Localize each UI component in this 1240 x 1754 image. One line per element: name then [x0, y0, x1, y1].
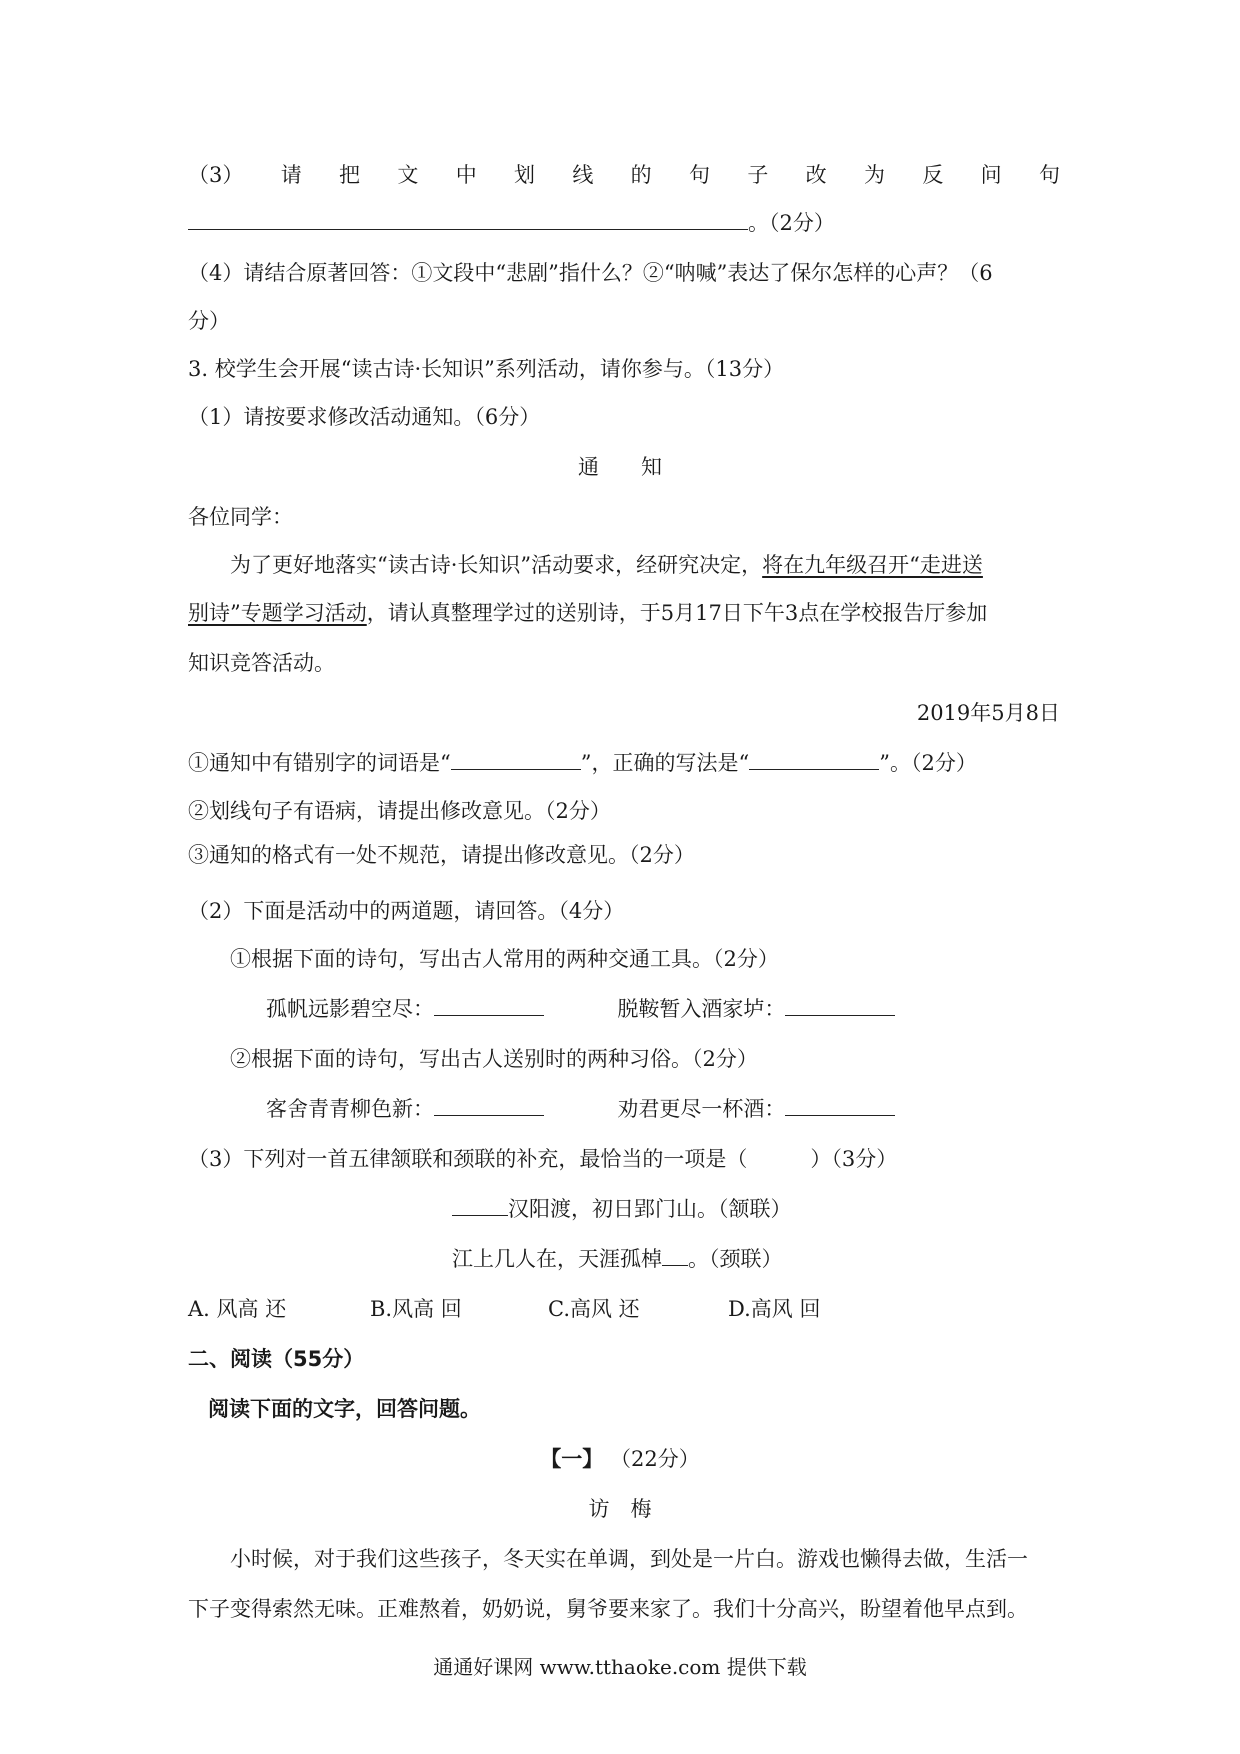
notice-body-line1 — [230, 550, 983, 580]
passage-1-heading — [0, 1444, 1240, 1474]
q3-3-char: 划 — [514, 163, 536, 187]
section-2-instruction: 阅读下面的文字，回答问题。 — [208, 1397, 481, 1421]
q3-3-char: 中 — [455, 163, 477, 187]
q3-3-char: 文 — [397, 163, 419, 187]
q3-4-line2: 分） — [188, 309, 230, 333]
passage-1-line2: 下子变得索然无味。正难熬着，奶奶说，舅爷要来家了。我们十分高兴，盼望着他早点到。 — [188, 1597, 1028, 1621]
notice-body-pre: 为了更好地落实“读古诗·长知识”活动要求，经研究决定， — [230, 553, 763, 577]
question-3-2: （2）下面是活动中的两道题，请回答。（4分） — [188, 899, 625, 923]
q3-2-sub2-answers — [266, 1094, 895, 1124]
q3-3-char: 线 — [572, 163, 594, 187]
answer-blank[interactable] — [451, 749, 581, 770]
answer-blank[interactable] — [188, 209, 748, 230]
notice-body-line3: 知识竞答活动。 — [188, 651, 335, 675]
notice-title: 通 知 — [578, 455, 662, 479]
verse-line-2 — [452, 1244, 783, 1274]
option-d[interactable]: D.高风 回 — [728, 1297, 821, 1321]
notice-salutation: 各位同学： — [188, 505, 293, 529]
passage-1-title: 访 梅 — [588, 1497, 652, 1521]
q3-2-sub1-answers — [266, 994, 895, 1024]
q3-3-char: 把 — [339, 163, 361, 187]
option-b[interactable]: B.风高 回 — [370, 1297, 462, 1321]
answer-blank[interactable] — [434, 995, 544, 1016]
verse-text: 汉阳渡，初日郢门山。（颔联） — [508, 1197, 792, 1221]
notice-underlined-sentence: 将在九年级召开“走进送 — [762, 553, 983, 577]
poem-line: 劝君更尽一杯酒： — [617, 1097, 786, 1121]
question-3-3: （3）下列对一首五律颔联和颈联的补充，最恰当的一项是（ ）（3分） — [188, 1147, 898, 1171]
q3-1-item-a — [188, 748, 977, 778]
q3-2-sub2: ②根据下面的诗句，写出古人送别时的两种习俗。（2分） — [230, 1047, 758, 1071]
section-2-heading: 二、阅读（55分） — [188, 1347, 365, 1371]
answer-blank[interactable] — [662, 1245, 688, 1266]
item-text: ”，正确的写法是“ — [580, 751, 750, 775]
answer-blank[interactable] — [785, 1095, 895, 1116]
q3-3-char: 的 — [630, 163, 652, 187]
q3-3-char: 句 — [689, 163, 710, 187]
verse-line-1 — [452, 1194, 792, 1224]
answer-blank[interactable] — [452, 1195, 508, 1216]
q3-3-char: 子 — [747, 163, 769, 187]
q3-2-sub1: ①根据下面的诗句，写出古人常用的两种交通工具。（2分） — [230, 947, 779, 971]
q3-3-label: （3） — [188, 163, 244, 187]
question-3: 3. 校学生会开展“读古诗·长知识”系列活动，请你参与。（13分） — [188, 357, 785, 381]
q3-1-item-b: ②划线句子有语病，请提出修改意见。（2分） — [188, 799, 611, 823]
passage-score: （22分） — [609, 1447, 700, 1471]
q3-3-char: 反 — [922, 163, 944, 187]
q3-3-char: 改 — [805, 163, 827, 187]
q3-3-score: 。（2分） — [748, 211, 835, 235]
option-c[interactable]: C.高风 还 — [548, 1297, 640, 1321]
q3-3-char: 问 — [980, 163, 1002, 187]
passage-1-line1: 小时候，对于我们这些孩子，冬天实在单调，到处是一片白。游戏也懒得去做，生活一 — [230, 1547, 1028, 1571]
q3-3-char: 请 — [280, 163, 302, 187]
item-text: ①通知中有错别字的词语是“ — [188, 751, 451, 775]
verse-text: 。（颈联） — [688, 1247, 783, 1271]
question-3-1: （1）请按要求修改活动通知。（6分） — [188, 405, 541, 429]
poem-line: 孤帆远影碧空尽： — [266, 997, 434, 1021]
verse-text: 江上几人在，天涯孤棹 — [452, 1247, 662, 1271]
q3-1-item-c: ③通知的格式有一处不规范，请提出修改意见。（2分） — [188, 843, 695, 867]
notice-date: 2019年5月8日 — [916, 701, 1060, 725]
page-footer: 通通好课网 www.tthaoke.com 提供下载 — [433, 1655, 807, 1679]
answer-blank[interactable] — [749, 749, 879, 770]
q3-3-line — [188, 160, 1060, 190]
poem-line: 客舍青青柳色新： — [266, 1097, 434, 1121]
answer-blank[interactable] — [434, 1095, 544, 1116]
q3-3-answer-line — [188, 208, 835, 238]
answer-blank[interactable] — [785, 995, 895, 1016]
notice-underlined-sentence: 别诗”专题学习活动 — [188, 601, 367, 625]
passage-number: 【一】 — [540, 1447, 604, 1471]
poem-line: 脱鞍暂入酒家垆： — [617, 997, 786, 1021]
option-a[interactable]: A. 风高 还 — [188, 1297, 287, 1321]
q3-3-char: 句 — [1038, 163, 1060, 187]
q3-3-char: 为 — [863, 163, 885, 187]
q3-4-line1: （4）请结合原著回答：①文段中“悲剧”指什么？②“呐喊”表达了保尔怎样的心声？（6 — [188, 261, 993, 285]
notice-body-post: ，请认真整理学过的送别诗，于5月17日下午3点在学校报告厅参加 — [366, 601, 988, 625]
notice-body-line2 — [188, 598, 987, 628]
item-text: ”。（2分） — [879, 751, 977, 775]
